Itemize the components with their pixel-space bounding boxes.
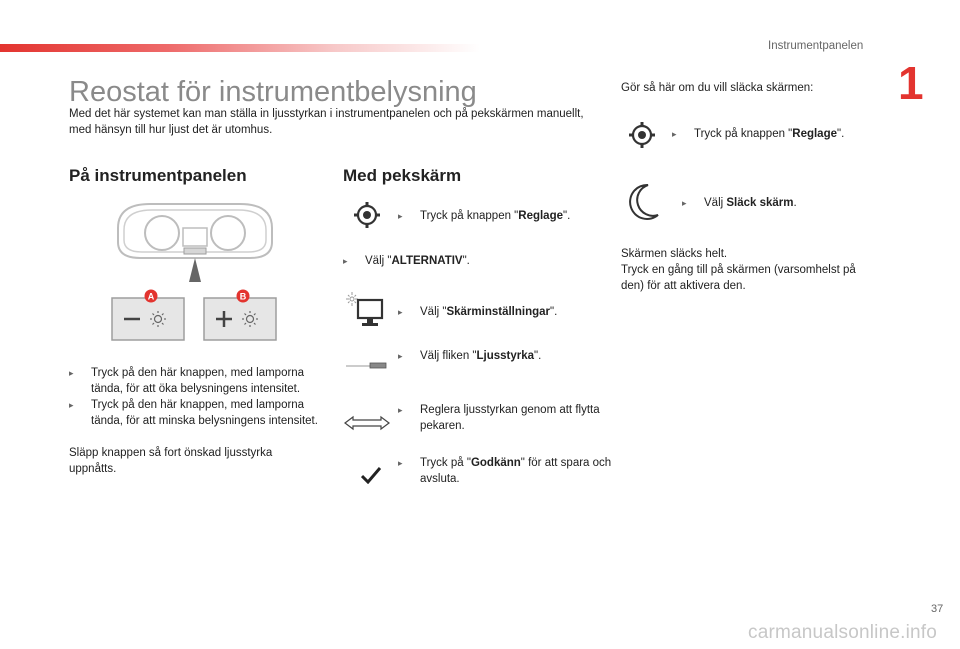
watermark: carmanualsonline.info — [748, 622, 938, 643]
left-bullet-increase: ▸ Tryck på den här knappen, med lamporna tända, för att öka belysningens intensitet. — [69, 365, 336, 397]
left-note: Släpp knappen så fort önskad ljusstyrka uppnåtts. — [69, 447, 273, 475]
left-heading: På instrumentpanelen — [69, 166, 247, 185]
middle-heading: Med pekskärm — [343, 166, 462, 185]
middle-step-skarm: ▸ Välj "Skärminställningar". — [398, 304, 557, 320]
screen-brightness-icon — [346, 291, 388, 329]
button-a — [112, 298, 184, 340]
middle-step-slider: ▸ Reglera ljusstyrkan genom att flytta pekaren. — [398, 402, 610, 434]
middle-step-godkann: ▸ Tryck på "Godkänn" för att spara och avsluta. — [398, 455, 620, 487]
page-title: Reostat för instrumentbelysning — [69, 76, 477, 108]
button-b — [204, 298, 276, 340]
gear-icon-right — [628, 121, 656, 149]
moon-icon — [626, 183, 660, 221]
pointer-arrow — [189, 258, 201, 282]
chapter-number: 1 — [898, 57, 924, 109]
intro-text: Med det här systemet kan man ställa in ljusstyrkan i instrumentpanelen och på pekskärmen manuellt, med hänsyn till hur ljust det är utomhus. — [69, 108, 584, 136]
top-accent-bar — [0, 44, 480, 52]
brightness-tab-icon — [346, 360, 388, 370]
left-bullet-decrease: ▸ Tryck på den här knappen, med lamporna tända, för att minska belysningens intensitet. — [69, 397, 336, 429]
right-intro: Gör så här om du vill släcka skärmen: — [621, 82, 814, 94]
middle-step-alternativ: ▸ Välj "ALTERNATIV". — [343, 253, 470, 269]
right-note-reactivate: Tryck en gång till på skärmen (varsomhelst på den) för att aktivera den. — [621, 264, 856, 292]
control-buttons — [184, 248, 206, 254]
center-display — [183, 228, 207, 246]
left-dial — [145, 216, 179, 250]
right-step-slack-skarm: ▸ Välj Släck skärm. — [682, 195, 797, 211]
label-a: A — [147, 291, 155, 302]
middle-step-ljusstyrka: ▸ Välj fliken "Ljusstyrka". — [398, 348, 541, 364]
right-note-off: Skärmen släcks helt. — [621, 248, 728, 260]
middle-step-reglage: ▸ Tryck på knappen "Reglage". — [398, 208, 570, 224]
right-dial — [211, 216, 245, 250]
label-b: B — [239, 291, 247, 302]
slider-arrows-icon — [344, 415, 390, 431]
checkmark-icon — [361, 466, 381, 484]
gear-icon — [353, 201, 381, 229]
section-header: Instrumentpanelen — [768, 40, 864, 52]
right-step-reglage: ▸ Tryck på knappen "Reglage". — [672, 126, 844, 142]
dashboard-diagram — [110, 200, 280, 350]
page-number: 37 — [931, 603, 944, 615]
